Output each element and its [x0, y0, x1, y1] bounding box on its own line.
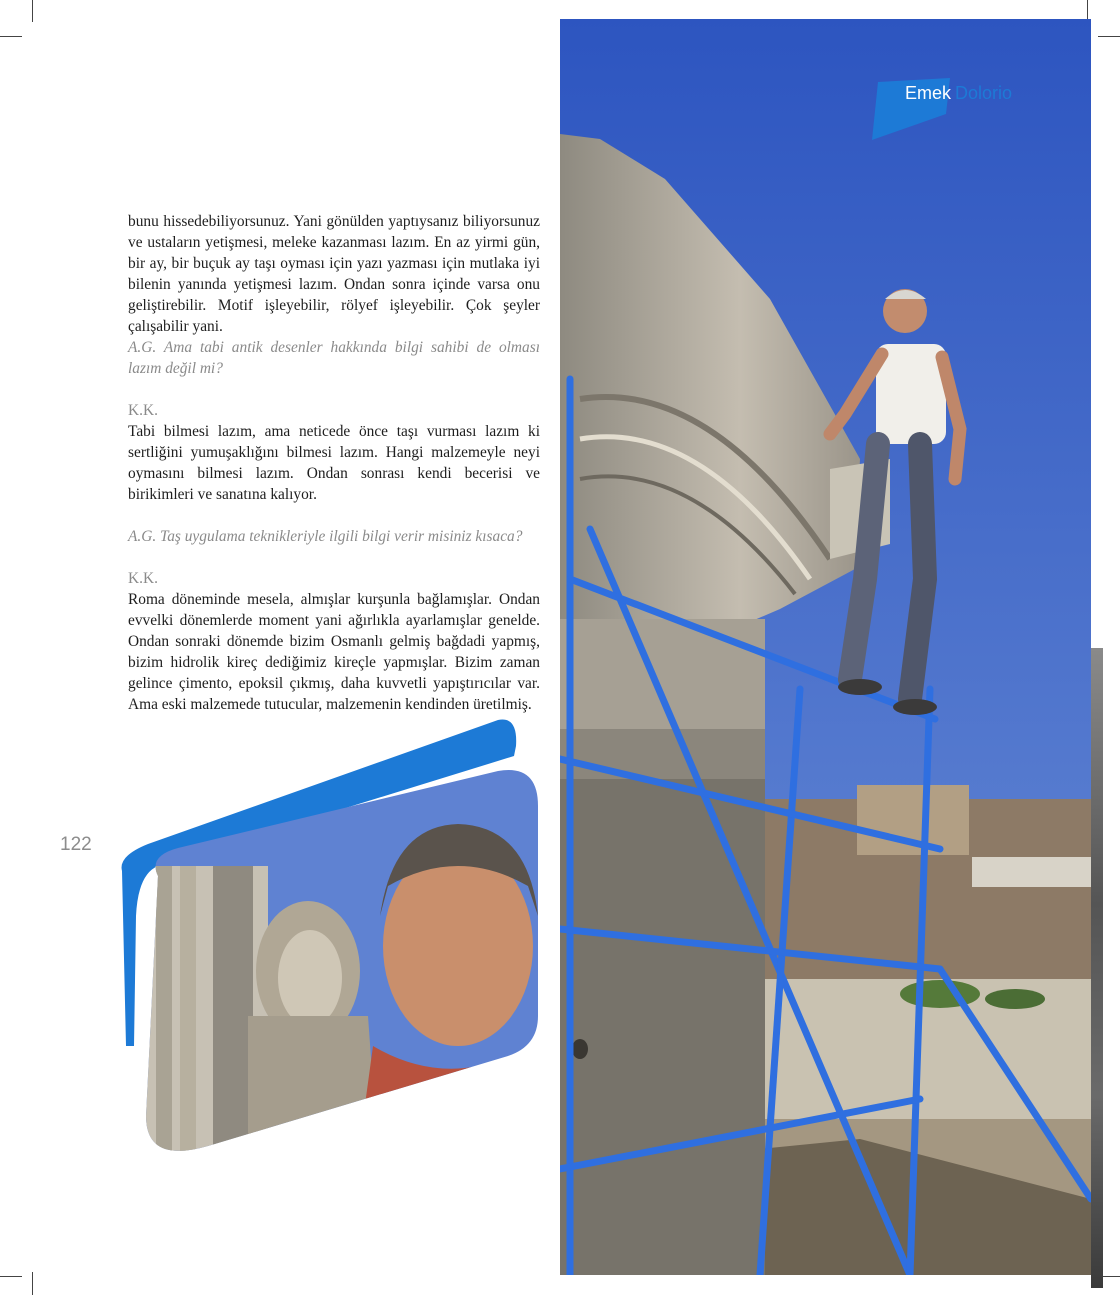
crop-mark [32, 1272, 33, 1295]
restoration-photo [560, 19, 1091, 1275]
logo-word-2: Dolorio [955, 83, 1013, 103]
crop-mark [1098, 36, 1120, 37]
question: A.G. Taş uygulama teknikleriyle ilgili bilgi verir misiniz kısaca? [128, 528, 523, 545]
page-number: 122 [60, 834, 92, 855]
paragraph: Tabi bilmesi lazım, ama neticede önce taşı vurması lazım ki sertliğini yumuşaklığını bilmesi lazım. Hangi malzemeyle neyi oymasını bilmesi lazım. Ondan sonrası kendi becerisi ve birikimleri ve sanatına kalıyor. [128, 423, 540, 503]
inset-photo [118, 716, 548, 1156]
crop-mark [0, 1276, 22, 1277]
interview-text [128, 211, 540, 715]
paragraph: bunu hissedebiliyorsunuz. Yani gönülden yaptıysanız biliyorsunuz ve ustaların yetişmesi, meleke kazanması lazım. En az yirmi gün, bir ay, bir buçuk ay taşı oyması için yazı yazması için mutlaka iyi bilenin yanında yetişmesi lazım. Ondan sonra içinde varsa onu geliştirebilir. Motif işleyebilir, rölyef işleyebilir. Çok şeyler çalışabilir yani. [128, 213, 540, 335]
side-color-bar [1091, 648, 1103, 1288]
speaker-label: K.K. [128, 402, 158, 419]
crop-mark [0, 36, 22, 37]
logo-word-1: Emek [905, 83, 952, 103]
logo-text [905, 83, 1012, 104]
crop-mark [32, 0, 33, 22]
speaker-label: K.K. [128, 570, 158, 587]
paragraph: Roma döneminde mesela, almışlar kurşunla bağlamışlar. Ondan evvelki dönemlerde moment yani ağırlıkla ayarlamışlar genelde. Ondan sonraki dönemde bizim Osmanlı gelmiş bağdadi yapmış, bizim hidrolik kireç dediğimiz kireçle yapmışlar. Bizim zaman gelince çimento, epoksil çıkmış, daha kuvvetli yapıştırıcılar var. Ama eski malzemede tutucular, malzemenin kendinden üretilmiş. [128, 591, 540, 713]
question: A.G. Ama tabi antik desenler hakkında bilgi sahibi de olması lazım değil mi? [128, 339, 540, 377]
